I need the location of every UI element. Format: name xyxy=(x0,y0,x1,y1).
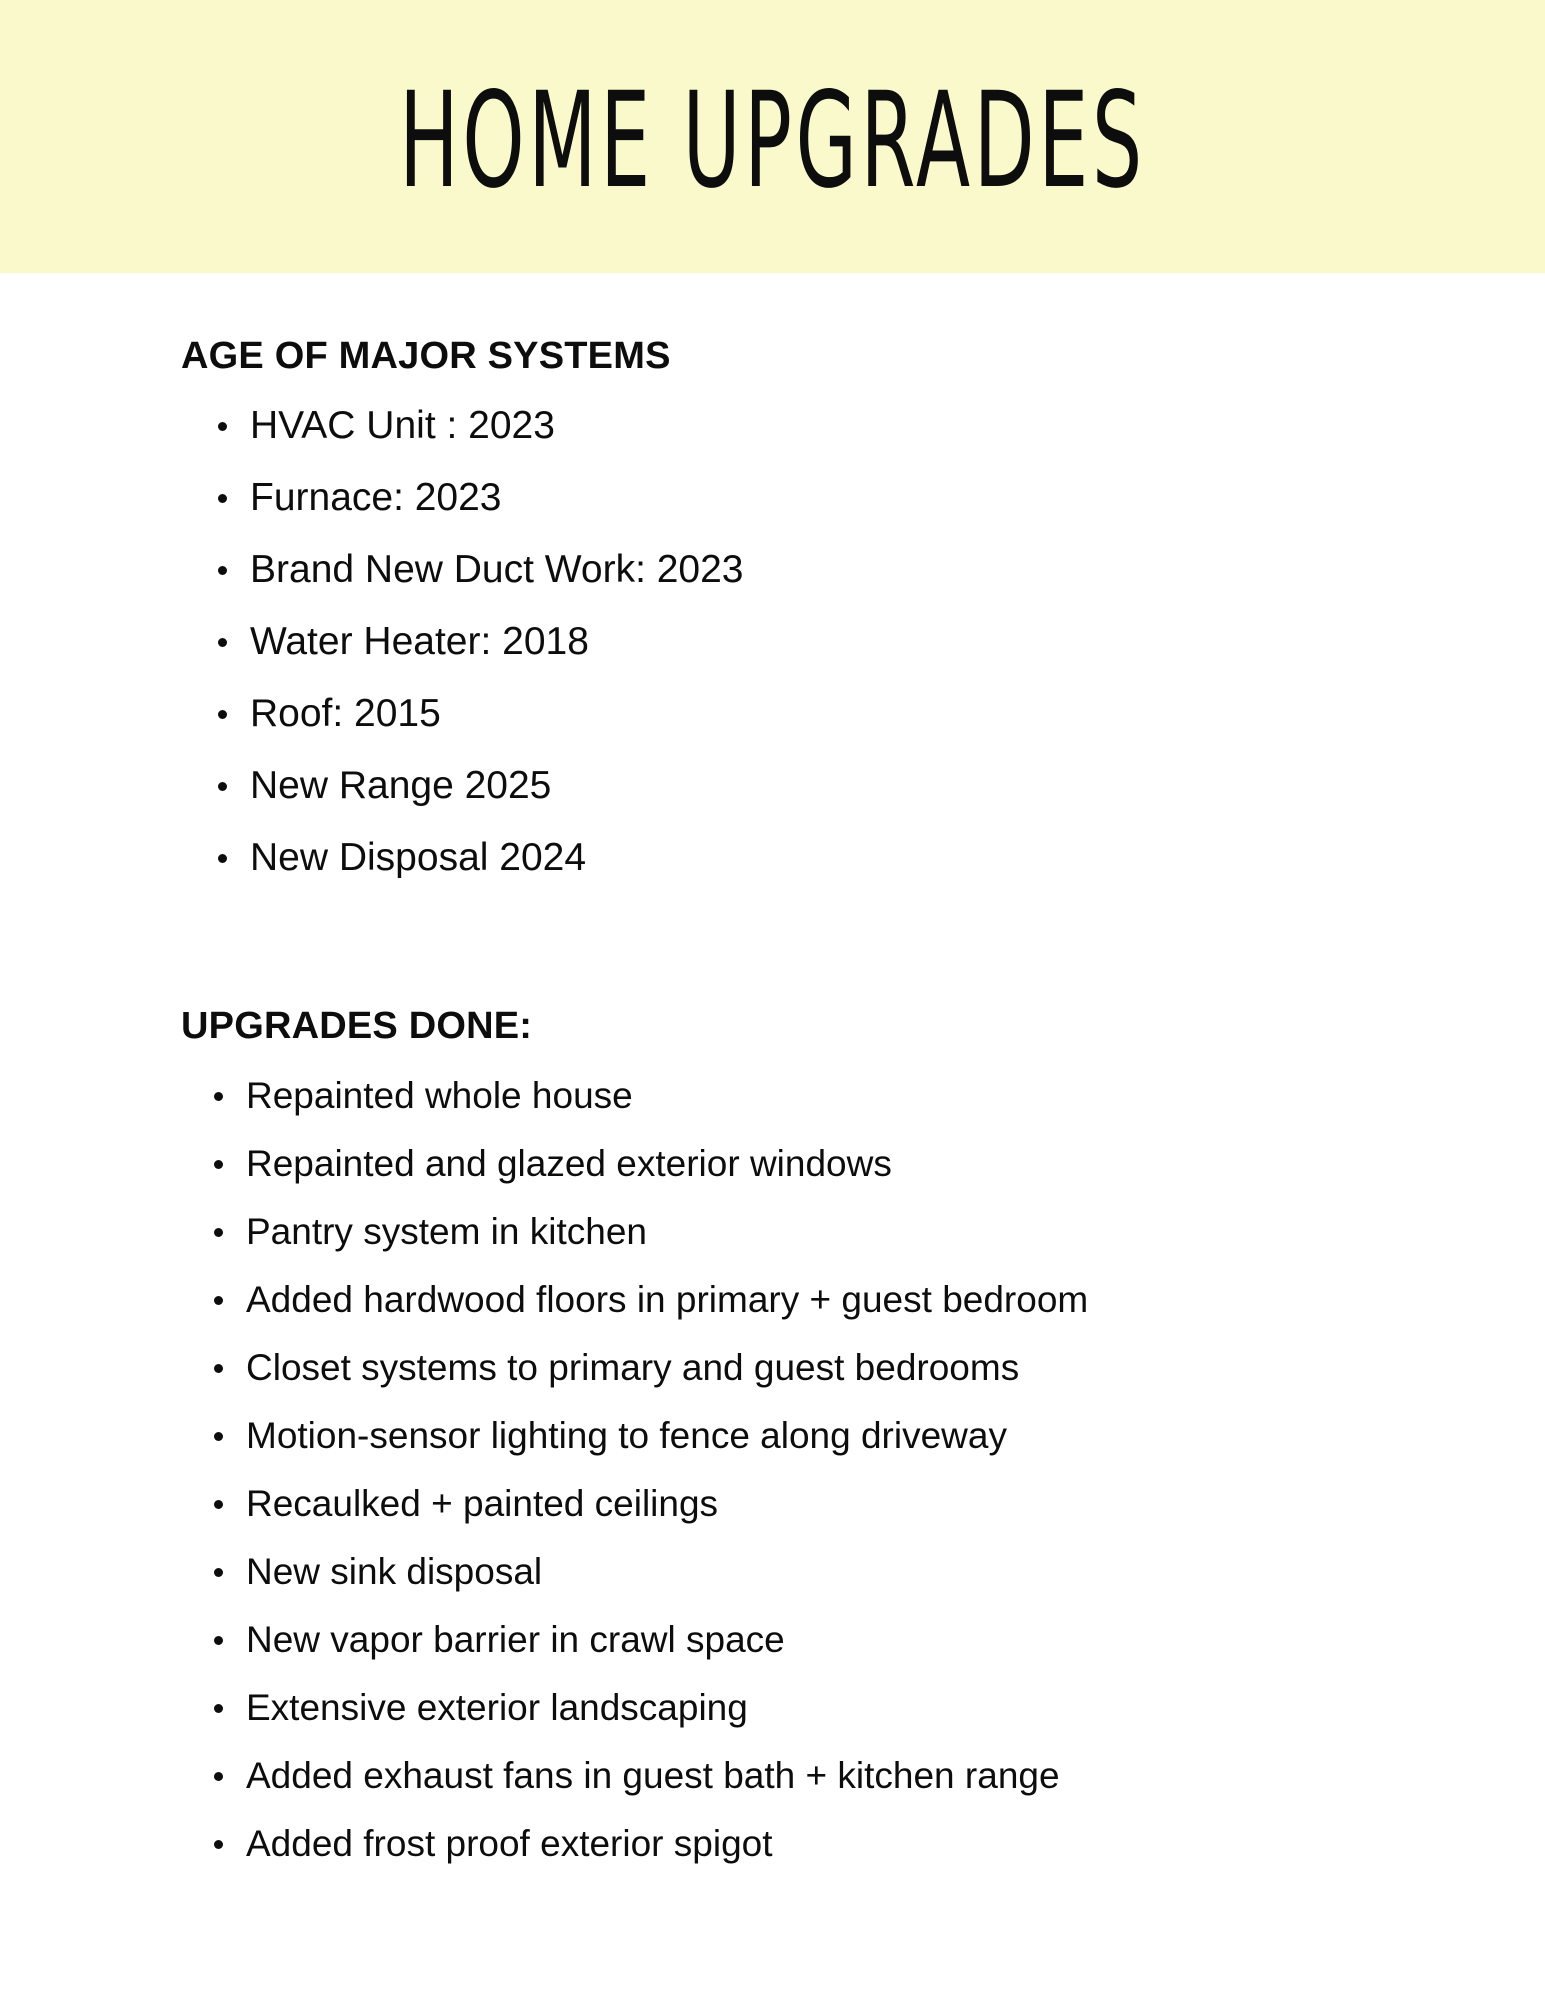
upgrade-item-text: Extensive exterior landscaping xyxy=(246,1687,748,1728)
system-item xyxy=(181,690,744,762)
upgrade-item-text: Closet systems to primary and guest bedrooms xyxy=(246,1347,1020,1388)
bullet-icon xyxy=(214,1636,223,1645)
major-systems-heading: AGE OF MAJOR SYSTEMS xyxy=(181,335,671,377)
system-item-text: New Disposal 2024 xyxy=(250,836,587,879)
bullet-icon xyxy=(218,566,227,575)
major-systems-section xyxy=(181,330,744,906)
upgrades-section xyxy=(181,1000,1088,1890)
system-item-text: Roof: 2015 xyxy=(250,692,441,735)
upgrade-item xyxy=(181,1618,1088,1686)
upgrade-item-text: Added hardwood floors in primary + guest bedroom xyxy=(246,1279,1089,1320)
upgrade-item-text: New vapor barrier in crawl space xyxy=(246,1619,785,1660)
upgrade-item xyxy=(181,1074,1088,1142)
upgrade-item xyxy=(181,1210,1088,1278)
system-item xyxy=(181,762,744,834)
system-item-text: New Range 2025 xyxy=(250,764,552,807)
upgrades-list xyxy=(181,1074,1088,1890)
bullet-icon xyxy=(214,1500,223,1509)
upgrade-item xyxy=(181,1754,1088,1822)
bullet-icon xyxy=(218,854,227,863)
bullet-icon xyxy=(214,1568,223,1577)
upgrade-item-text: New sink disposal xyxy=(246,1551,543,1592)
bullet-icon xyxy=(214,1432,223,1441)
upgrades-heading: UPGRADES DONE: xyxy=(181,1005,533,1047)
bullet-icon xyxy=(214,1840,223,1849)
bullet-icon xyxy=(214,1704,223,1713)
upgrade-item-text: Added exhaust fans in guest bath + kitchen range xyxy=(246,1755,1060,1796)
system-item-text: Water Heater: 2018 xyxy=(250,620,589,663)
bullet-icon xyxy=(218,782,227,791)
upgrade-item xyxy=(181,1346,1088,1414)
bullet-icon xyxy=(214,1228,223,1237)
system-item xyxy=(181,402,744,474)
bullet-icon xyxy=(218,710,227,719)
system-item-text: Brand New Duct Work: 2023 xyxy=(250,548,744,591)
upgrade-item-text: Pantry system in kitchen xyxy=(246,1211,647,1252)
bullet-icon xyxy=(214,1772,223,1781)
upgrade-item xyxy=(181,1278,1088,1346)
bullet-icon xyxy=(218,422,227,431)
bullet-icon xyxy=(218,494,227,503)
system-item xyxy=(181,834,744,906)
system-item xyxy=(181,546,744,618)
major-systems-list xyxy=(181,402,744,906)
page-title: HOME UPGRADES xyxy=(399,63,1146,218)
upgrade-item xyxy=(181,1550,1088,1618)
bullet-icon xyxy=(214,1092,223,1101)
upgrade-item xyxy=(181,1414,1088,1482)
upgrade-item xyxy=(181,1822,1088,1890)
upgrade-item-text: Added frost proof exterior spigot xyxy=(246,1823,773,1864)
upgrade-item-text: Recaulked + painted ceilings xyxy=(246,1483,719,1524)
system-item xyxy=(181,618,744,690)
bullet-icon xyxy=(214,1364,223,1373)
upgrade-item xyxy=(181,1686,1088,1754)
upgrade-item-text: Repainted whole house xyxy=(246,1075,633,1116)
upgrade-item-text: Motion-sensor lighting to fence along driveway xyxy=(246,1415,1007,1456)
bullet-icon xyxy=(214,1160,223,1169)
system-item-text: HVAC Unit : 2023 xyxy=(250,404,555,447)
system-item xyxy=(181,474,744,546)
upgrade-item-text: Repainted and glazed exterior windows xyxy=(246,1143,892,1184)
bullet-icon xyxy=(214,1296,223,1305)
upgrade-item xyxy=(181,1142,1088,1210)
upgrade-item xyxy=(181,1482,1088,1550)
bullet-icon xyxy=(218,638,227,647)
system-item-text: Furnace: 2023 xyxy=(250,476,502,519)
